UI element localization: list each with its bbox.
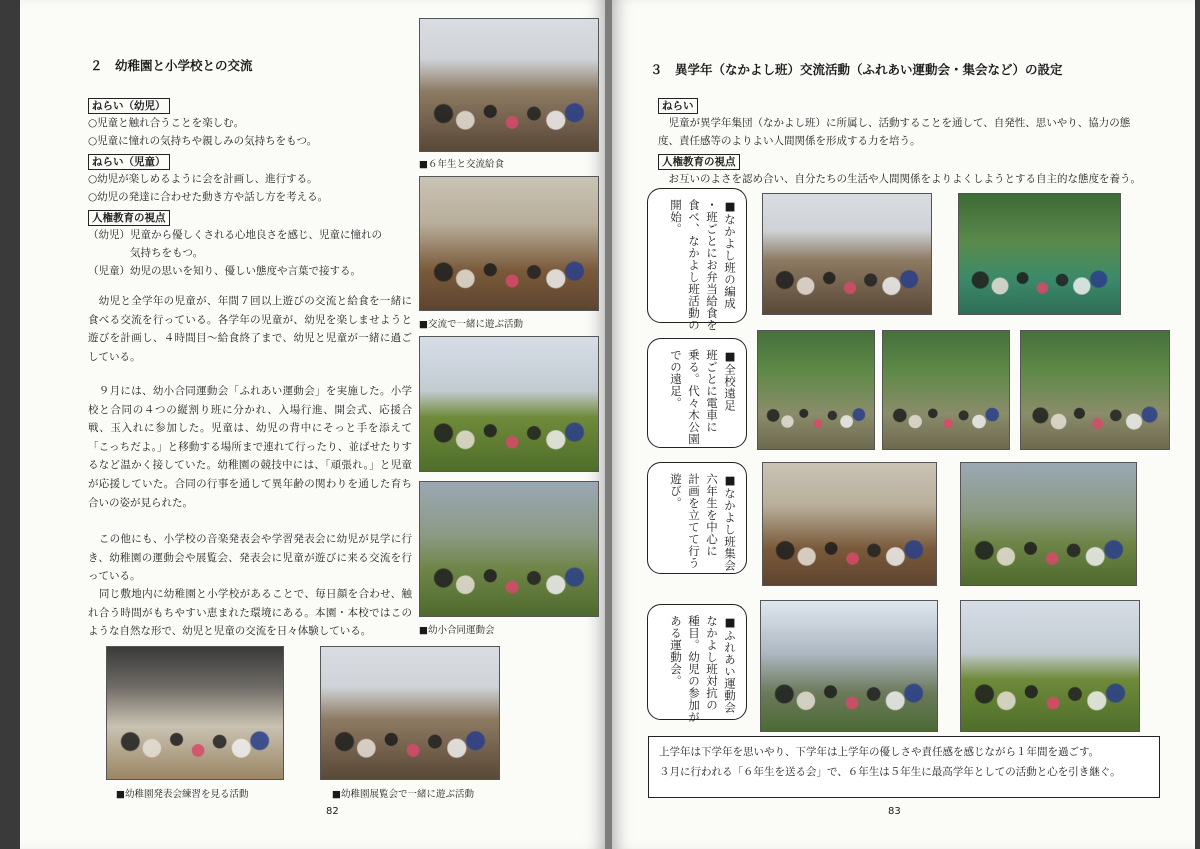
paragraph-3: この他にも、小学校の音楽発表会や学習発表会に幼児が見学に行き、幼稚園の運動会や展覧会、発表会に児童が遊びに来る交流を行っている。 xyxy=(88,533,412,583)
summary-line: ３月に行われる「６年生を送る会」で、６年生は５年生に最高学年としての活動と心を引き継ぐ。 xyxy=(659,766,1121,778)
paragraph-2: ９月には、幼小合同運動会「ふれあい運動会」を実施した。小学校と合同の４つの縦割り班に分かれ、入場行進、開会式、応援合戦、玉入れに参加した。児童は、幼児の背中にそっと手を添えて「こっちだよ。」と移動する場所まで連れて行ったり、並ばせたりするなど温かく接していた。幼稚園の競技中には、「頑張れ。」と児童が応援していた。合同の行事を通して異年齢の関わりを通した育ち合いの姿が見られた。 xyxy=(88,385,412,509)
photo-recital-practice xyxy=(106,646,284,780)
summary-box xyxy=(648,736,1160,798)
photo-sports-day-1 xyxy=(760,600,938,732)
human-rights-label-right: 人権教育の視点 xyxy=(658,154,740,170)
human-rights-label: 人権教育の視点 xyxy=(88,210,170,226)
book-gutter xyxy=(605,0,612,849)
photo-joint-sports-day-2 xyxy=(419,481,599,617)
box-line: 食べ、なかよし班活動の xyxy=(687,199,701,331)
paragraph-4: 同じ敷地内に幼稚園と小学校があることで、毎日顔を合わせ、触れ合う時間がもちやすい恵まれた環境にある。本園・本校ではこのような自然な形で、幼児と児童の交流を日々体験している。 xyxy=(88,588,412,638)
box-line: 開始。 xyxy=(669,199,683,235)
aim-kids-line: ○児童に憧れの気持ちや親しみの気持ちをもつ。 xyxy=(88,135,318,147)
photo-group-picnic xyxy=(958,193,1121,315)
section-heading-3: ３ 異学年（なかよし班）交流活動（ふれあい運動会・集会など）の設定 xyxy=(650,62,1063,77)
box-line: ■ふれあい運動会 xyxy=(723,615,737,714)
aim-kids-block xyxy=(88,94,382,280)
page-number-82: 82 xyxy=(326,806,339,817)
box-line: ・班ごとにお弁当給食を xyxy=(705,199,719,331)
photo-assembly-ground xyxy=(960,462,1137,586)
section-heading-2: ２ 幼稚園と小学校との交流 xyxy=(90,58,253,73)
aim-label: ねらい xyxy=(658,98,698,114)
hr-line-right: お互いのよさを認め合い、自分たちの生活や人間関係をよりよくしようとする自主的な態度を養う。 xyxy=(658,173,1141,185)
box-line: ■全校遠足 xyxy=(723,349,737,412)
box-line: 遊び。 xyxy=(669,473,683,509)
photo-excursion-2 xyxy=(882,330,1010,450)
photo-exchange-lunch xyxy=(419,18,599,152)
box-line: での遠足。 xyxy=(669,349,683,409)
aim-line: 児童が異学年集団（なかよし班）に所属し、活動することを通して、自発性、思いやり、協力の態 xyxy=(658,117,1131,129)
aim-pupils-line: ○幼児が楽しめるように会を計画し、進行する。 xyxy=(88,173,318,185)
box-line: 乗る。代々木公園 xyxy=(687,349,701,445)
photo-excursion-3 xyxy=(1020,330,1170,450)
box-line: ある運動会。 xyxy=(669,615,683,687)
caption-lunch: ■６年生と交流給食 xyxy=(419,159,504,170)
page-82 xyxy=(20,0,605,849)
activity-box-school-excursion xyxy=(647,338,747,448)
book-edge-right xyxy=(1195,0,1200,849)
caption-exhibit: ■幼稚園展覧会で一緒に遊ぶ活動 xyxy=(332,789,474,800)
aim-block xyxy=(658,94,1141,188)
activity-box-sports-day xyxy=(647,604,747,723)
box-line: 六年生を中心に xyxy=(705,473,719,557)
summary-line: 上学年は下学年を思いやり、下学年は上学年の優しさや責任感を感じながら１年間を過ごす。 xyxy=(659,746,1100,758)
page-number-83: 83 xyxy=(888,806,901,817)
box-line: ■なかよし班集会 xyxy=(723,473,737,572)
aim-kids-label: ねらい（幼児） xyxy=(88,98,170,114)
activity-box-group-assembly xyxy=(647,462,747,574)
aim-pupils-label: ねらい（児童） xyxy=(88,154,170,170)
box-line: 計画を立てて行う xyxy=(687,473,701,569)
book-edge-left xyxy=(0,0,20,849)
activity-box-group-formation xyxy=(647,188,747,331)
hr-line: （児童）幼児の思いを知り、優しい態度や言葉で接する。 xyxy=(88,265,361,277)
caption-play: ■交流で一緒に遊ぶ活動 xyxy=(419,319,523,330)
box-line: ■なかよし班の編成 xyxy=(723,199,737,310)
page-83 xyxy=(612,0,1195,849)
photo-assembly-gym xyxy=(762,462,937,586)
aim-line: 度、責任感等のよりよい人間関係を形成する力を培う。 xyxy=(658,135,921,147)
photo-exhibition-play xyxy=(320,646,500,780)
box-line: なかよし班対抗の xyxy=(705,615,719,711)
paragraph-1: 幼児と全学年の児童が、年間７回以上遊びの交流と給食を一緒に食べる交流を行っている。各学年の児童が、幼児を楽しませようと遊びを計画し、４時間目～給食終了まで、幼児と児童が一緒に過ごしている。 xyxy=(88,295,412,363)
photo-excursion-1 xyxy=(757,330,875,450)
aim-kids-line: ○児童と触れ合うことを楽しむ。 xyxy=(88,117,245,129)
photo-sports-day-2 xyxy=(960,600,1140,732)
photo-joint-sports-day-1 xyxy=(419,336,599,472)
hr-line: 気持ちをもつ。 xyxy=(88,247,204,259)
aim-pupils-line: ○幼児の発達に合わせた動き方や話し方を考える。 xyxy=(88,191,329,203)
caption-recital: ■幼稚園発表会練習を見る活動 xyxy=(116,789,249,800)
photo-group-lunch xyxy=(762,193,932,315)
box-line: 種目。幼児の参加が xyxy=(687,615,701,723)
box-line: 班ごとに電車に xyxy=(705,349,719,433)
hr-line: （幼児）児童から優しくされる心地良さを感じ、児童に憧れの xyxy=(88,229,382,241)
photo-play-together xyxy=(419,176,599,311)
caption-sports: ■幼小合同運動会 xyxy=(419,625,495,636)
